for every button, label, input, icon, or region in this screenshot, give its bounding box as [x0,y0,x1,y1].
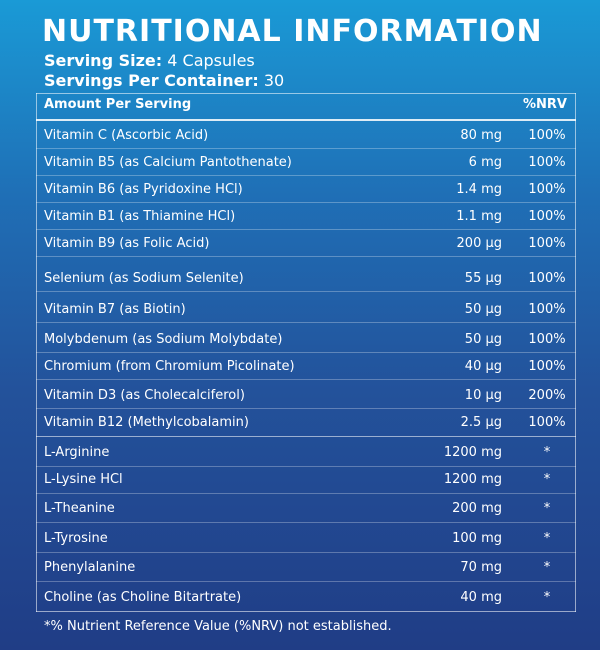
table-row [36,553,576,581]
nutrient-amount: 55 µg [464,271,502,286]
table-row [36,149,576,175]
nutrient-name: Vitamin B7 (as Biotin) [44,302,186,317]
table-row [36,353,576,379]
table-bottom-border [36,611,576,612]
table-row [36,265,576,291]
table-row [36,296,576,322]
nutrient-amount: 1.4 mg [456,182,502,197]
serving-size-label: Serving Size: [44,51,163,70]
nutrient-name: Vitamin B12 (Methylcobalamin) [44,415,249,430]
header-divider [36,119,576,121]
nutrient-amount: 1.1 mg [456,209,502,224]
nutrient-nrv: * [543,560,551,575]
servings-value: 30 [258,71,285,90]
header-nrv: %NRV [523,97,567,112]
nutrient-name: Vitamin B6 (as Pyridoxine HCl) [44,182,243,197]
table-row [36,230,576,256]
nutrient-name: L-Tyrosine [44,531,108,546]
nutrient-nrv: * [543,472,551,487]
footnote: *% Nutrient Reference Value (%NRV) not established. [44,619,392,634]
table-row [36,122,576,148]
serving-size-value: 4 Capsules [162,51,255,70]
nutrient-name: L-Arginine [44,445,110,460]
nutrient-nrv: 100% [528,302,566,317]
table-row [36,494,576,522]
nutrient-name: L-Lysine HCl [44,472,123,487]
nutrient-amount: 80 mg [460,128,502,143]
row-divider [36,581,576,582]
nutrient-nrv: 100% [528,415,566,430]
nutrient-amount: 50 µg [464,332,502,347]
nutrient-nrv: * [543,501,551,516]
nutrient-nrv: 100% [528,128,566,143]
nutrient-amount: 40 µg [464,359,502,374]
table-row [36,409,576,435]
table-row [36,524,576,552]
header-amount-per-serving: Amount Per Serving [44,97,192,112]
nutrient-amount: 40 mg [460,590,502,605]
servings-label: Servings Per Container: [44,71,259,90]
nutrient-name: Vitamin D3 (as Cholecalciferol) [44,388,245,403]
row-divider [36,322,576,323]
table-row [36,176,576,202]
nutrient-name: Vitamin B1 (as Thiamine HCl) [44,209,236,224]
nutrient-name: Choline (as Choline Bitartrate) [44,590,242,605]
nutrient-amount: 1200 mg [443,445,502,460]
nutrient-nrv: * [543,531,551,546]
table-row [36,438,576,466]
nutrient-amount: 200 µg [456,236,502,251]
nutrient-nrv: 100% [528,332,566,347]
nutrient-amount: 70 mg [460,560,502,575]
row-divider [36,291,576,292]
page-title: NUTRITIONAL INFORMATION [42,14,543,49]
nutrient-name: Vitamin B9 (as Folic Acid) [44,236,210,251]
nutrient-name: L-Theanine [44,501,115,516]
table-row [36,583,576,611]
table-row [36,382,576,408]
nutrient-name: Molybdenum (as Sodium Molybdate) [44,332,283,347]
nutrient-amount: 50 µg [464,302,502,317]
row-divider [36,522,576,523]
table-row [36,203,576,229]
nutrient-name: Selenium (as Sodium Selenite) [44,271,244,286]
servings-per-container [44,71,284,90]
nutrient-nrv: 100% [528,155,566,170]
nutrient-nrv: 100% [528,236,566,251]
row-divider [36,256,576,257]
section-divider [36,436,576,437]
nutrient-name: Chromium (from Chromium Picolinate) [44,359,295,374]
nutrient-amount: 2.5 µg [460,415,502,430]
nutrient-nrv: 100% [528,182,566,197]
row-divider [36,379,576,380]
nutrient-nrv: * [543,445,551,460]
nutrient-name: Vitamin C (Ascorbic Acid) [44,128,209,143]
table-top-border [36,93,576,94]
table-row [36,465,576,493]
nutrient-amount: 6 mg [468,155,502,170]
nutrient-amount: 100 mg [452,531,502,546]
nutrient-name: Phenylalanine [44,560,136,575]
nutrient-amount: 10 µg [464,388,502,403]
nutrient-nrv: 100% [528,359,566,374]
table-row [36,326,576,352]
nutrient-nrv: 200% [528,388,566,403]
nutrient-nrv: 100% [528,209,566,224]
nutrient-name: Vitamin B5 (as Calcium Pantothenate) [44,155,292,170]
nutrient-amount: 1200 mg [443,472,502,487]
serving-size [44,51,255,70]
nutrient-nrv: * [543,590,551,605]
nutrient-amount: 200 mg [452,501,502,516]
nutrient-nrv: 100% [528,271,566,286]
